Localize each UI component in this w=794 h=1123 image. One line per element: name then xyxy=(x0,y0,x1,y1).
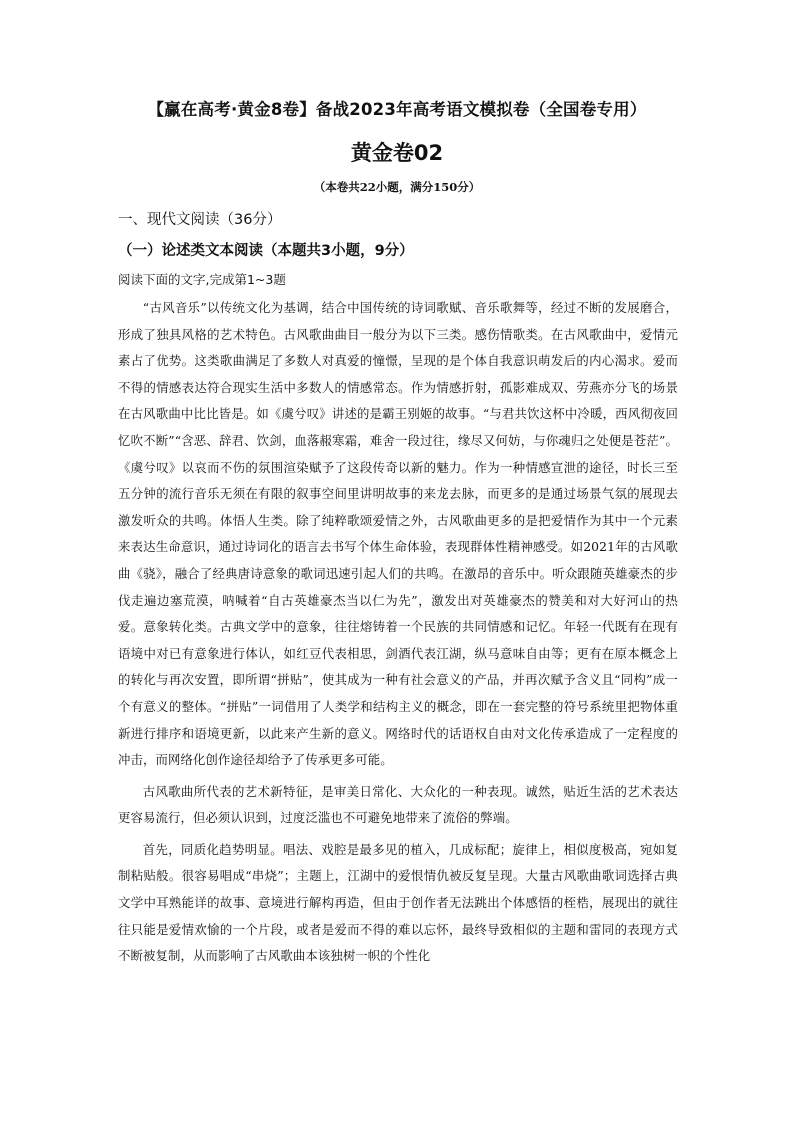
section-title: 一、现代文阅读（36分） xyxy=(118,212,282,228)
paragraph-1: “古风音乐”以传统文化为基调，结合中国传统的诗词歌赋、音乐歌舞等，经过不断的发展磨合，形成了独具风格的艺术特色。古风歌曲曲目一般分为以下三类。感伤情歌类。在古风歌曲中，爱情元素占了优势。这类歌曲满足了多数人对真爱的憧憬，呈现的是个体自我意识萌发后的内心渴求。爱而不得的情感表达符合现实生活中多数人的情感常态。作为情感折射，孤影难成双、劳燕亦分飞的场景在古风歌曲中比比皆是。如《虞兮叹》讲述的是霸王别姬的故事。“与君共饮这杯中冷暖，西风彻夜回忆吹不断”“含恶、辞君、饮剑，血落赧寒霜，难舍一段过往，缘尽又何妨，与你魂归之处便是苍茫”。《虞兮叹》以哀而不伤的氛围渲染赋予了这段传奇以新的魅力。作为一种情感宣泄的途径，时长三至五分钟的流行音乐无须在有限的叙事空间里讲明故事的来龙去脉，而更多的是通过场景气氛的展现去激发听众的共鸣。体悟人生类。除了纯粹歌颂爱情之外，古风歌曲更多的是把爱情作为其中一个元素来表达生命意识，通过诗词化的语言去书写个体生命体验，表现群体性精神感受。如2021年的古风歌曲《骁》，融合了经典唐诗意象的歌词迅速引起人们的共鸣。在激昂的音乐中。听众跟随英雄豪杰的步伐走遍边塞荒漠，呐喊着“自古英雄豪杰当以仁为先”，激发出对英雄豪杰的赞美和对大好河山的热爱。意象转化类。古典文学中的意象，往往熔铸着一个民族的共同情感和记忆。年轻一代既有在现有语境中对已有意象进行体认，如红豆代表相思，剑酒代表江湖，纵马意味自由等；更有在原本概念上的转化与再次安置，即所谓“拼贴”，使其成为一种有社会意义的产品，并再次赋予含义且“同构”成一个有意义的整体。“拼贴”一词借用了人类学和结构主义的概念，即在一套完整的符号系统里把物体重新进行排序和语境更新，以此来产生新的意义。网络时代的话语权自由对文化传承造成了一定程度的冲击，而网络化创作途径却给予了传承更多可能。 xyxy=(118,300,678,768)
paragraph-2: 古风歌曲所代表的艺术新特征，是审美日常化、大众化的一种表现。诚然，贴近生活的艺术表达更容易流行，但必须认识到，过度泛滥也不可避免地带来了流俗的弊端。 xyxy=(118,783,678,826)
main-title: 【赢在高考·黄金8卷】备战2023年高考语文模拟卷（全国卷专用） xyxy=(147,100,647,119)
paragraph-3: 首先，同质化趋势明显。唱法、戏腔是最多见的植入，几成标配；旋律上，相似度极高，宛如复制粘贴般。很容易唱成“串烧”；主题上，江湖中的爱恨情仇被反复呈现。大量古风歌曲歌词选择古典文学中耳熟能详的故事、意境进行解构再造，但由于创作者无法跳出个体感悟的桎梏，展现出的就往往只能是爱情欢愉的一个片段，或者是爱而不得的难以忘怀，最终导致相似的主题和雷同的表现方式不断被复制，从而影响了古风歌曲本该独树一帜的个性化 xyxy=(118,841,678,964)
reading-instruction: 阅读下面的文字,完成第1~3题 xyxy=(118,272,286,287)
article-body xyxy=(118,295,678,975)
sub-title: 黄金卷02 xyxy=(350,141,444,165)
exam-note: （本卷共22小题，满分150分） xyxy=(313,180,481,194)
subsection-title: （一）论述类文本阅读（本题共3小题，9分） xyxy=(118,243,414,259)
